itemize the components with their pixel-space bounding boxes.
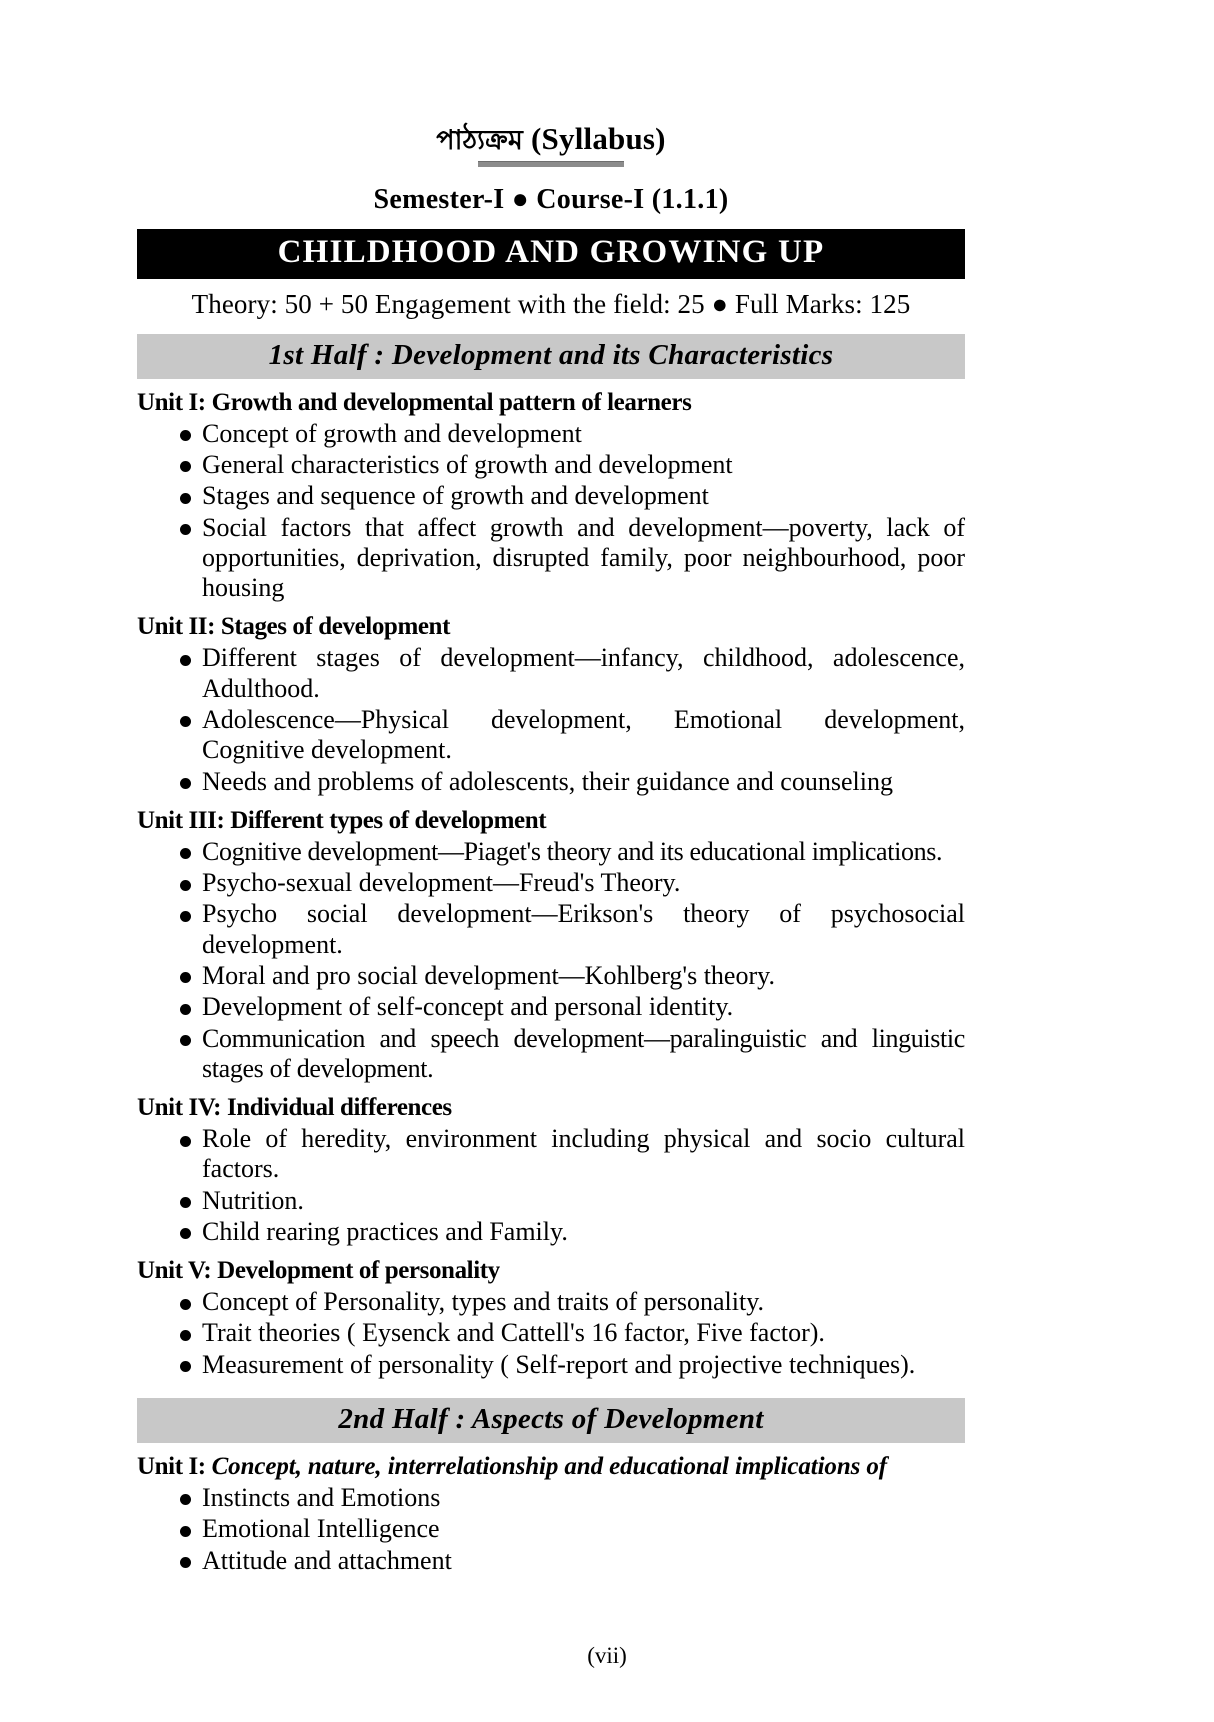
unit-title-prefix: Unit I: [137, 1453, 206, 1481]
list-item-text: Communication and speech development—paralinguistic and linguistic stages of development. [202, 1023, 965, 1083]
bullet-icon [180, 1004, 191, 1015]
unit-title: Unit II: Stages of development [137, 613, 450, 641]
list-item [137, 1318, 965, 1348]
bullet-icon [180, 1299, 191, 1310]
unit-title: Unit V: Development of personality [137, 1257, 500, 1285]
list-item [137, 1514, 965, 1544]
unit-bullet-list [137, 643, 965, 796]
list-item [137, 481, 965, 511]
unit-title-italic: Concept, nature, interrelationship and educational implications of [211, 1453, 888, 1481]
list-item-text: Adolescence—Physical development, Emotional development, Cognitive development. [202, 704, 965, 765]
page-content [137, 0, 965, 1577]
half-band-first: 1st Half : Development and its Characteristics [137, 334, 965, 379]
list-item [137, 450, 965, 480]
unit-bullet-list [137, 419, 965, 604]
list-item-text: Trait theories ( Eysenck and Cattell's 16 factor, Five factor). [202, 1318, 825, 1348]
list-item-text: Development of self-concept and personal identity. [202, 992, 734, 1022]
list-item [137, 705, 965, 766]
marks-line: Theory: 50 + 50 Engagement with the field: 25 ● Full Marks: 125 [191, 288, 911, 319]
bullet-icon [180, 778, 191, 789]
list-item-text: General characteristics of growth and development [202, 450, 733, 479]
list-item [137, 643, 965, 704]
bullet-icon [180, 493, 191, 504]
list-item [137, 767, 965, 797]
list-item [137, 419, 965, 449]
list-item-text: Different stages of development—infancy, childhood, adolescence, Adulthood. [202, 643, 965, 703]
unit-block [137, 1452, 965, 1576]
list-item [137, 1124, 965, 1185]
list-item-text: Nutrition. [202, 1185, 304, 1215]
unit-block [137, 388, 965, 604]
list-item-text: Concept of Personality, types and traits of personality. [202, 1287, 765, 1317]
list-item-text: Attitude and attachment [202, 1545, 452, 1575]
bullet-icon [180, 1330, 191, 1341]
list-item [137, 961, 965, 991]
list-item-text: Moral and pro social development—Kohlberg's theory. [202, 960, 775, 990]
bullet-icon [180, 1526, 191, 1537]
unit-block [137, 612, 965, 796]
list-item [137, 1186, 965, 1216]
bullet-icon [180, 716, 191, 727]
bullet-icon [180, 1197, 191, 1208]
page-number: (vii) [587, 1643, 627, 1668]
list-item-text: Psycho social development—Erikson's theory of psychosocial development. [202, 899, 965, 959]
list-item-text: Instincts and Emotions [202, 1483, 441, 1513]
unit-block [137, 1093, 965, 1247]
list-item [137, 1546, 965, 1576]
bullet-icon [180, 1557, 191, 1568]
bullet-icon [180, 911, 191, 922]
list-item-text: Concept of growth and development [202, 418, 582, 448]
unit-title: Unit III: Different types of development [137, 806, 547, 834]
list-item-text: Role of heredity, environment including physical and socio cultural factors. [202, 1124, 965, 1184]
semester-course-line: Semester-I ● Course-I (1.1.1) [373, 183, 729, 215]
unit-bullet-list [137, 837, 965, 1084]
list-item [137, 992, 965, 1022]
unit-block [137, 806, 965, 1084]
unit-bullet-list [137, 1483, 965, 1576]
list-item-text: Cognitive development—Piaget's theory and its educational implications. [202, 836, 943, 866]
bullet-icon [180, 1228, 191, 1239]
list-item-text: Child rearing practices and Family. [202, 1216, 568, 1246]
list-item-text: Emotional Intelligence [202, 1514, 440, 1544]
bullet-icon [180, 655, 191, 666]
bullet-icon [180, 880, 191, 891]
unit-title: Unit IV: Individual differences [137, 1094, 452, 1122]
bullet-icon [180, 972, 191, 983]
list-item [137, 868, 965, 898]
course-title-banner: CHILDHOOD AND GROWING UP [137, 229, 965, 279]
bullet-icon [180, 1361, 191, 1372]
list-item [137, 1024, 965, 1085]
half-band-second: 2nd Half : Aspects of Development [137, 1398, 965, 1443]
list-item-text: Needs and problems of adolescents, their guidance and counseling [202, 766, 893, 796]
list-item-text: Psycho-sexual development—Freud's Theory. [202, 868, 681, 898]
page-title [137, 122, 965, 157]
bullet-icon [180, 1035, 191, 1046]
list-item-text: Social factors that affect growth and development—poverty, lack of opportunities, deprivation, disrupted family, poor neighbourhood, poor housing [202, 512, 965, 603]
list-item-text: Measurement of personality ( Self-report and projective techniques). [202, 1349, 916, 1379]
list-item [137, 1483, 965, 1513]
bullet-icon [180, 1136, 191, 1147]
list-item [137, 1287, 965, 1317]
syllabus-title-bengali: পাঠ্যক্রম [436, 125, 524, 156]
unit-bullet-list [137, 1124, 965, 1247]
list-item [137, 1217, 965, 1247]
bullet-icon [180, 461, 191, 472]
bullet-icon [180, 1494, 191, 1505]
syllabus-title-english: (Syllabus) [531, 121, 666, 156]
list-item [137, 513, 965, 604]
unit-title: Unit I: Growth and developmental pattern of learners [137, 388, 692, 416]
list-item [137, 899, 965, 960]
list-item-text: Stages and sequence of growth and development [202, 481, 709, 511]
unit-block [137, 1256, 965, 1380]
bullet-icon [180, 430, 191, 441]
bullet-icon [180, 848, 191, 859]
bullet-icon [180, 524, 191, 535]
title-underline-rule [478, 161, 624, 167]
unit-bullet-list [137, 1287, 965, 1380]
list-item [137, 837, 965, 867]
unit-title [137, 1452, 965, 1482]
list-item [137, 1350, 965, 1380]
